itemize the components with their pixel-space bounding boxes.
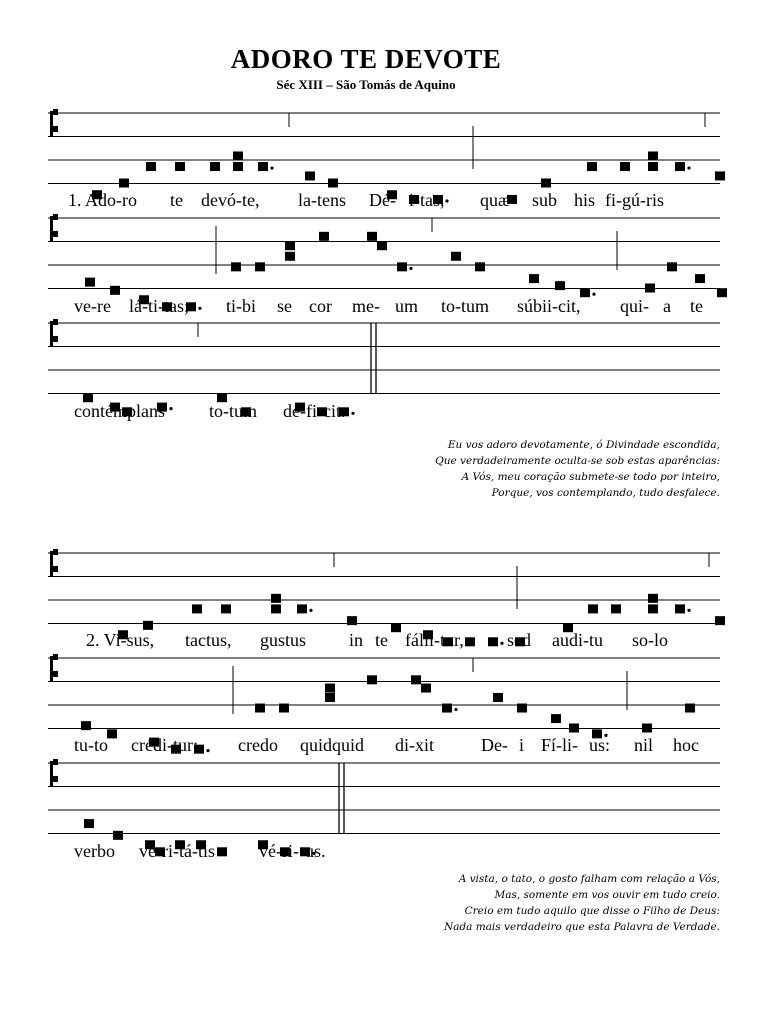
translation-line: Creio em tudo aquilo que disse o Filho de Deus: xyxy=(464,905,720,917)
lyric-syllable: a xyxy=(663,296,671,316)
neume-note xyxy=(233,162,243,171)
lyric-syllable: quæ xyxy=(480,190,511,210)
neume-note xyxy=(551,714,561,723)
c-clef-icon xyxy=(50,656,53,682)
translation-line: Mas, somente em vos ouvir em tudo creio. xyxy=(494,889,720,901)
neume-note xyxy=(695,274,705,283)
lyric-syllable: te xyxy=(690,296,703,316)
lyric-syllable: dé-fi-cit. xyxy=(283,401,346,421)
neume-note xyxy=(541,179,551,188)
neume-note xyxy=(231,262,241,271)
c-clef-icon xyxy=(53,109,58,115)
lyric-syllable: in xyxy=(349,630,364,650)
c-clef-icon xyxy=(53,776,58,782)
neume-note xyxy=(119,179,129,188)
mora-dot xyxy=(309,609,312,612)
lyric-syllable: De- xyxy=(481,735,508,755)
lyric-syllable: lá-ti-tas; xyxy=(129,296,189,316)
lyric-syllable: fi-gú-ris xyxy=(605,190,664,210)
lyric-line xyxy=(0,841,768,865)
translation-verse-2 xyxy=(444,871,720,935)
lyric-syllable: i xyxy=(519,735,525,755)
mora-dot xyxy=(454,708,457,711)
neume-note xyxy=(397,262,407,271)
neume-note xyxy=(255,262,265,271)
neume-note xyxy=(297,604,307,613)
neume-note xyxy=(411,675,421,684)
lyric-syllable: his xyxy=(574,190,596,210)
lyric-syllable: tactus, xyxy=(185,630,232,650)
lyric-line xyxy=(0,630,768,654)
lyric-syllable: súbii-cit, xyxy=(517,296,581,316)
neume-note xyxy=(715,171,725,180)
lyric-syllable: te xyxy=(170,190,183,210)
lyric-syllable: 1. Ado-ro xyxy=(68,190,137,210)
neume-note xyxy=(279,704,289,713)
neume-note xyxy=(648,594,658,603)
lyric-syllable: quidquid xyxy=(300,735,365,755)
neume-note xyxy=(475,262,485,271)
c-clef-icon xyxy=(53,671,58,677)
neume-note xyxy=(648,162,658,171)
translation-line: Que verdadeiramente oculta-se sob estas aparências: xyxy=(435,455,720,467)
c-clef-icon xyxy=(53,549,58,555)
neume-note xyxy=(588,604,598,613)
lyric-syllable: cor xyxy=(309,296,332,316)
c-clef-icon xyxy=(50,321,53,347)
page-subtitle: Séc XIII – São Tomás de Aquino xyxy=(276,77,456,92)
lyric-syllable: Dé- xyxy=(369,190,396,210)
neume-note xyxy=(667,262,677,271)
neume-note xyxy=(517,704,527,713)
lyric-syllable: credo xyxy=(238,735,278,755)
neume-note xyxy=(685,704,695,713)
neume-note xyxy=(84,819,94,828)
lyric-syllable: contémplans xyxy=(74,401,165,421)
neume-note xyxy=(271,594,281,603)
lyric-syllable: ti-bi xyxy=(226,296,256,316)
neume-note xyxy=(451,252,461,261)
c-clef-icon xyxy=(50,761,53,787)
neume-note xyxy=(367,675,377,684)
neume-note xyxy=(529,274,539,283)
neume-note xyxy=(325,693,335,702)
mora-dot xyxy=(270,166,273,169)
lyric-syllable: ve-re xyxy=(74,296,111,316)
lyric-syllable: di-xit xyxy=(395,735,434,755)
c-clef-icon xyxy=(50,216,53,242)
lyric-syllable: 2. Vi-sus, xyxy=(86,630,155,650)
neume-note xyxy=(113,831,123,840)
neume-note xyxy=(328,179,338,188)
lyric-syllable: to-tum xyxy=(441,296,489,316)
lyric-syllable: us. xyxy=(305,841,326,861)
translation-line: Nada mais verdadeiro que esta Palavra de Verdade. xyxy=(443,921,720,933)
lyric-syllable: sed xyxy=(507,630,531,650)
c-clef-icon xyxy=(53,566,58,572)
mora-dot xyxy=(687,166,690,169)
lyric-syllable: Fí-li- xyxy=(541,735,579,755)
neume-note xyxy=(675,162,685,171)
translation-line: A Vós, meu coração submete-se todo por inteiro, xyxy=(461,471,720,483)
neume-note xyxy=(285,241,295,250)
lyric-syllable: tu-to xyxy=(74,735,108,755)
lyric-syllable: to-tum xyxy=(209,401,257,421)
mora-dot xyxy=(409,267,412,270)
neume-note xyxy=(319,232,329,241)
lyric-syllable: sub xyxy=(532,190,558,210)
lyric-syllable: devó-te, xyxy=(201,190,260,210)
neume-note xyxy=(221,604,231,613)
neume-note xyxy=(347,616,357,625)
neume-note xyxy=(255,704,265,713)
mora-dot xyxy=(687,609,690,612)
lyric-line xyxy=(0,401,768,425)
lyric-line xyxy=(0,190,768,214)
neume-note xyxy=(81,721,91,730)
translation-line: Porque, vos contemplando, tudo desfalece. xyxy=(491,487,720,499)
neume-note xyxy=(146,162,156,171)
neume-note xyxy=(305,171,315,180)
lyric-line xyxy=(0,735,768,759)
lyric-syllable: so-lo xyxy=(632,630,668,650)
neume-note xyxy=(493,693,503,702)
neume-note xyxy=(377,241,387,250)
neume-note xyxy=(210,162,220,171)
neume-note xyxy=(367,232,377,241)
lyric-syllable: crédi-tur: xyxy=(131,735,198,755)
lyric-syllable: la-tens xyxy=(298,190,346,210)
page-title: ADORO TE DEVOTE xyxy=(230,44,502,74)
neume-note xyxy=(648,151,658,160)
neume-note xyxy=(587,162,597,171)
lyric-syllable: hoc xyxy=(673,735,699,755)
lyric-syllable: ve-ri-tá-tis xyxy=(139,841,215,861)
neume-note xyxy=(715,616,725,625)
lyric-syllable: nil xyxy=(634,735,654,755)
lyric-syllable: qui- xyxy=(620,296,649,316)
translation-verse-1 xyxy=(435,437,720,501)
translation-line: A vista, o tato, o gosto falham com relação a Vós, xyxy=(458,873,720,885)
lyric-syllable: te xyxy=(375,630,388,650)
neume-note xyxy=(258,162,268,171)
c-clef-icon xyxy=(53,231,58,237)
neume-note xyxy=(620,162,630,171)
c-clef-icon xyxy=(53,759,58,765)
lyric-syllable: verbo xyxy=(74,841,115,861)
c-clef-icon xyxy=(53,336,58,342)
lyric-syllable: vé-ri- xyxy=(259,841,299,861)
lyric-syllable: me- xyxy=(352,296,380,316)
lyric-syllable: audi-tu xyxy=(552,630,603,650)
neume-note xyxy=(648,604,658,613)
lyric-syllable: um xyxy=(395,296,419,316)
neume-note xyxy=(442,704,452,713)
neume-note xyxy=(325,684,335,693)
neume-note xyxy=(110,286,120,295)
neume-note xyxy=(85,278,95,287)
lyric-syllable: fálli-tur, xyxy=(405,630,464,650)
translation-line: Eu vos adoro devotamente, ó Divindade escondida, xyxy=(447,439,720,451)
neume-note xyxy=(285,252,295,261)
c-clef-icon xyxy=(50,551,53,577)
neume-note xyxy=(645,284,655,293)
neume-note xyxy=(421,684,431,693)
neume-note xyxy=(143,621,153,630)
neume-note xyxy=(675,604,685,613)
neume-note xyxy=(192,604,202,613)
c-clef-icon xyxy=(53,126,58,132)
neume-note xyxy=(175,162,185,171)
c-clef-icon xyxy=(53,654,58,660)
neume-note xyxy=(555,281,565,290)
lyric-line xyxy=(0,296,768,320)
neume-note xyxy=(611,604,621,613)
neume-note xyxy=(233,151,243,160)
c-clef-icon xyxy=(50,111,53,137)
neume-note xyxy=(642,724,652,733)
c-clef-icon xyxy=(53,214,58,220)
lyric-syllable: se xyxy=(277,296,292,316)
lyric-syllable: i-tas, xyxy=(409,190,445,210)
lyric-syllable: gustus xyxy=(260,630,307,650)
neume-note xyxy=(271,604,281,613)
neume-note xyxy=(569,724,579,733)
lyric-syllable: us: xyxy=(589,735,611,755)
